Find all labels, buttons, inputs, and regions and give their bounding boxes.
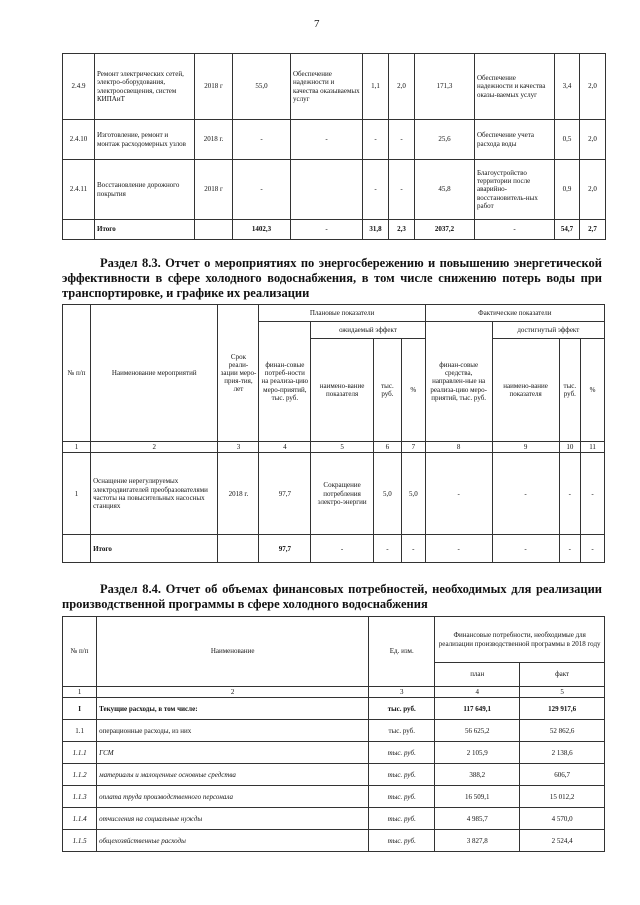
header-fact-value: тыс. руб. <box>559 339 581 442</box>
row-plan: 4 985,7 <box>435 808 520 830</box>
table-row <box>63 764 605 786</box>
row-no: 1.1.4 <box>63 808 97 830</box>
row-plan-value: - <box>363 160 389 220</box>
row-no: 1 <box>63 453 91 535</box>
row-fact: 2 138,6 <box>520 742 605 764</box>
row-year: 2018 г <box>195 160 233 220</box>
total-fact-pct: - <box>581 535 605 563</box>
col-number: 7 <box>401 442 425 453</box>
header-planned: Плановые показатели <box>259 305 425 322</box>
row-fact-fin: 25,6 <box>415 120 475 160</box>
total-label: Итого <box>95 220 195 240</box>
row-unit: тыс. руб. <box>369 742 435 764</box>
row-plan: 117 649,1 <box>435 698 520 720</box>
total-plan-fin: 97,7 <box>259 535 311 563</box>
header-plan-fin: финан-совые потреб-ности на реализа-цию меро-приятий, тыс. руб. <box>259 322 311 442</box>
header-plan-value: тыс. руб. <box>373 339 401 442</box>
row-plan-effect: - <box>291 120 363 160</box>
row-unit: тыс. руб. <box>369 830 435 852</box>
row-plan: 56 625,2 <box>435 720 520 742</box>
total-fact-effect: - <box>475 220 555 240</box>
col-number: 10 <box>559 442 581 453</box>
table-row <box>63 160 606 220</box>
total-fact-value: 54,7 <box>555 220 580 240</box>
row-fact-effect: Благоустройство территории после аварийно-восстановитель-ных работ <box>475 160 555 220</box>
col-number: 6 <box>373 442 401 453</box>
col-number: 4 <box>435 687 520 698</box>
row-fact-pct: - <box>581 453 605 535</box>
row-name: Изготовление, ремонт и монтаж расходомерных узлов <box>95 120 195 160</box>
row-fact-value: 0,9 <box>555 160 580 220</box>
row-plan-effect <box>291 160 363 220</box>
header-fact-indicator: наимено-вание показателя <box>492 339 559 442</box>
row-unit: тыс. руб. <box>369 808 435 830</box>
column-numbers-row <box>63 442 605 453</box>
total-fact-indicator: - <box>492 535 559 563</box>
row-plan-pct: - <box>389 120 415 160</box>
row-name: Ремонт электрических сетей, электро-оборудования, электроосвещения, систем КИПАиТ <box>95 54 195 120</box>
row-no: 2.4.11 <box>63 160 95 220</box>
row-plan-value: 5,0 <box>373 453 401 535</box>
row-fact: 52 862,6 <box>520 720 605 742</box>
header-actual: Фактические показатели <box>425 305 604 322</box>
table-row <box>63 742 605 764</box>
total-fact-value: - <box>559 535 581 563</box>
col-number: 4 <box>259 442 311 453</box>
row-plan: 16 509,1 <box>435 786 520 808</box>
header-no: № п/п <box>63 305 91 442</box>
page-number: 7 <box>314 18 320 30</box>
row-no: 1.1.2 <box>63 764 97 786</box>
total-row <box>63 535 605 563</box>
row-plan-indicator: Сокращение потребления электро-энергии <box>311 453 374 535</box>
row-name: Оснащение нерегулируемых электродвигателей преобразователями частоты на повысительных насосных станциях <box>91 453 218 535</box>
col-number: 11 <box>581 442 605 453</box>
column-numbers-row <box>63 687 605 698</box>
row-no: 1.1.5 <box>63 830 97 852</box>
header-fact-pct: % <box>581 339 605 442</box>
row-fact-effect: Обеспечение надежности и качества оказы-ваемых услуг <box>475 54 555 120</box>
total-plan-fin: 1402,3 <box>233 220 291 240</box>
header-plan: план <box>435 663 520 687</box>
row-no: 1.1.3 <box>63 786 97 808</box>
col-number: 8 <box>425 442 492 453</box>
row-plan-pct: 2,0 <box>389 54 415 120</box>
table-row <box>63 120 606 160</box>
table-row <box>63 830 605 852</box>
row-unit: тыс. руб. <box>369 764 435 786</box>
row-unit: тыс. руб. <box>369 786 435 808</box>
table-row <box>63 698 605 720</box>
row-fact-fin: 45,8 <box>415 160 475 220</box>
table-row <box>63 54 606 120</box>
total-plan-pct: - <box>401 535 425 563</box>
row-fact-pct: 2,0 <box>580 160 606 220</box>
row-name: материалы и малоценные основные средства <box>97 764 369 786</box>
row-plan-pct: - <box>389 160 415 220</box>
row-fact-indicator: - <box>492 453 559 535</box>
total-plan-indicator: - <box>311 535 374 563</box>
header-no: № п/п <box>63 617 97 687</box>
row-plan: 388,2 <box>435 764 520 786</box>
col-number: 3 <box>218 442 259 453</box>
total-plan-value: 31,8 <box>363 220 389 240</box>
row-name: Текущие расходы, в том числе: <box>97 698 369 720</box>
col-number: 3 <box>369 687 435 698</box>
section-8-4-heading: Раздел 8.4. Отчет об объемах финансовых потребностей, необходимых для реализации производственной программы в сфере холодного водоснабжения <box>62 582 602 611</box>
row-no: I <box>63 698 97 720</box>
row-no: 2.4.9 <box>63 54 95 120</box>
row-plan-fin: 97,7 <box>259 453 311 535</box>
header-unit: Ед. изм. <box>369 617 435 687</box>
row-name: отчисления на социальные нужды <box>97 808 369 830</box>
row-unit: тыс. руб. <box>369 698 435 720</box>
row-fact-pct: 2,0 <box>580 120 606 160</box>
total-plan-pct: 2,3 <box>389 220 415 240</box>
col-number: 2 <box>97 687 369 698</box>
total-fact-fin: - <box>425 535 492 563</box>
row-fact: 129 917,6 <box>520 698 605 720</box>
row-year: 2018 г <box>195 54 233 120</box>
total-label: Итого <box>91 535 218 563</box>
col-number: 5 <box>520 687 605 698</box>
row-no: 1.1.1 <box>63 742 97 764</box>
col-number: 9 <box>492 442 559 453</box>
row-plan-value: - <box>363 120 389 160</box>
section-8-3-heading: Раздел 8.3. Отчет о мероприятиях по энергосбережению и повышению энергетической эффективности в сфере холодного водоснабжения, в том числе снижению потерь воды при транспортировке, и графике их реализации <box>62 256 602 300</box>
row-plan-effect: Обеспечение надежности и качества оказываемых услуг <box>291 54 363 120</box>
row-name: операционные расходы, из них <box>97 720 369 742</box>
row-no: 1.1 <box>63 720 97 742</box>
row-year: 2018 г. <box>195 120 233 160</box>
col-number: 1 <box>63 687 97 698</box>
row-fact-value: - <box>559 453 581 535</box>
row-plan: 3 827,8 <box>435 830 520 852</box>
header-name: Наименование мероприятий <box>91 305 218 442</box>
total-fact-fin: 2037,2 <box>415 220 475 240</box>
header-fact: факт <box>520 663 605 687</box>
row-name: ГСМ <box>97 742 369 764</box>
table-row <box>63 786 605 808</box>
row-fact-fin: - <box>425 453 492 535</box>
table-row <box>63 453 605 535</box>
header-term: Срок реали-зации меро-прия-тия, лет <box>218 305 259 442</box>
table-continuation <box>62 53 606 240</box>
row-plan-pct: 5,0 <box>401 453 425 535</box>
table-row <box>63 720 605 742</box>
row-name: оплата труда производственного персонала <box>97 786 369 808</box>
row-plan-fin: 55,0 <box>233 54 291 120</box>
row-fact: 15 012,2 <box>520 786 605 808</box>
col-number: 1 <box>63 442 91 453</box>
row-unit: тыс. руб. <box>369 720 435 742</box>
row-year: 2018 г. <box>218 453 259 535</box>
header-plan-pct: % <box>401 339 425 442</box>
total-plan-effect: - <box>291 220 363 240</box>
total-plan-value: - <box>373 535 401 563</box>
row-fact-value: 3,4 <box>555 54 580 120</box>
row-fact-pct: 2,0 <box>580 54 606 120</box>
row-fact-fin: 171,3 <box>415 54 475 120</box>
row-fact-effect: Обеспечение учета расхода воды <box>475 120 555 160</box>
row-no: 2.4.10 <box>63 120 95 160</box>
row-plan-value: 1,1 <box>363 54 389 120</box>
header-fact-fin: финан-совые средства, направлен-ные на реализа-цию меро-приятий, тыс. руб. <box>425 322 492 442</box>
header-plan-indicator: наимено-вание показателя <box>311 339 374 442</box>
header-fin-needs: Финансовые потребности, необходимые для реализации производственной программы в 2018 году <box>435 617 605 663</box>
table-section-8-3 <box>62 304 605 563</box>
header-achieved: достигнутый эффект <box>492 322 604 339</box>
row-plan-fin: - <box>233 120 291 160</box>
row-fact-value: 0,5 <box>555 120 580 160</box>
row-plan: 2 105,9 <box>435 742 520 764</box>
row-fact: 4 570,0 <box>520 808 605 830</box>
row-plan-fin: - <box>233 160 291 220</box>
row-name: Восстановление дорожного покрытия <box>95 160 195 220</box>
total-fact-pct: 2,7 <box>580 220 606 240</box>
row-name: общехозяйственные расходы <box>97 830 369 852</box>
table-row <box>63 808 605 830</box>
row-fact: 2 524,4 <box>520 830 605 852</box>
total-row <box>63 220 606 240</box>
col-number: 5 <box>311 442 374 453</box>
header-name: Наименование <box>97 617 369 687</box>
header-expected: ожидаемый эффект <box>311 322 425 339</box>
col-number: 2 <box>91 442 218 453</box>
row-fact: 606,7 <box>520 764 605 786</box>
table-section-8-4 <box>62 616 605 852</box>
